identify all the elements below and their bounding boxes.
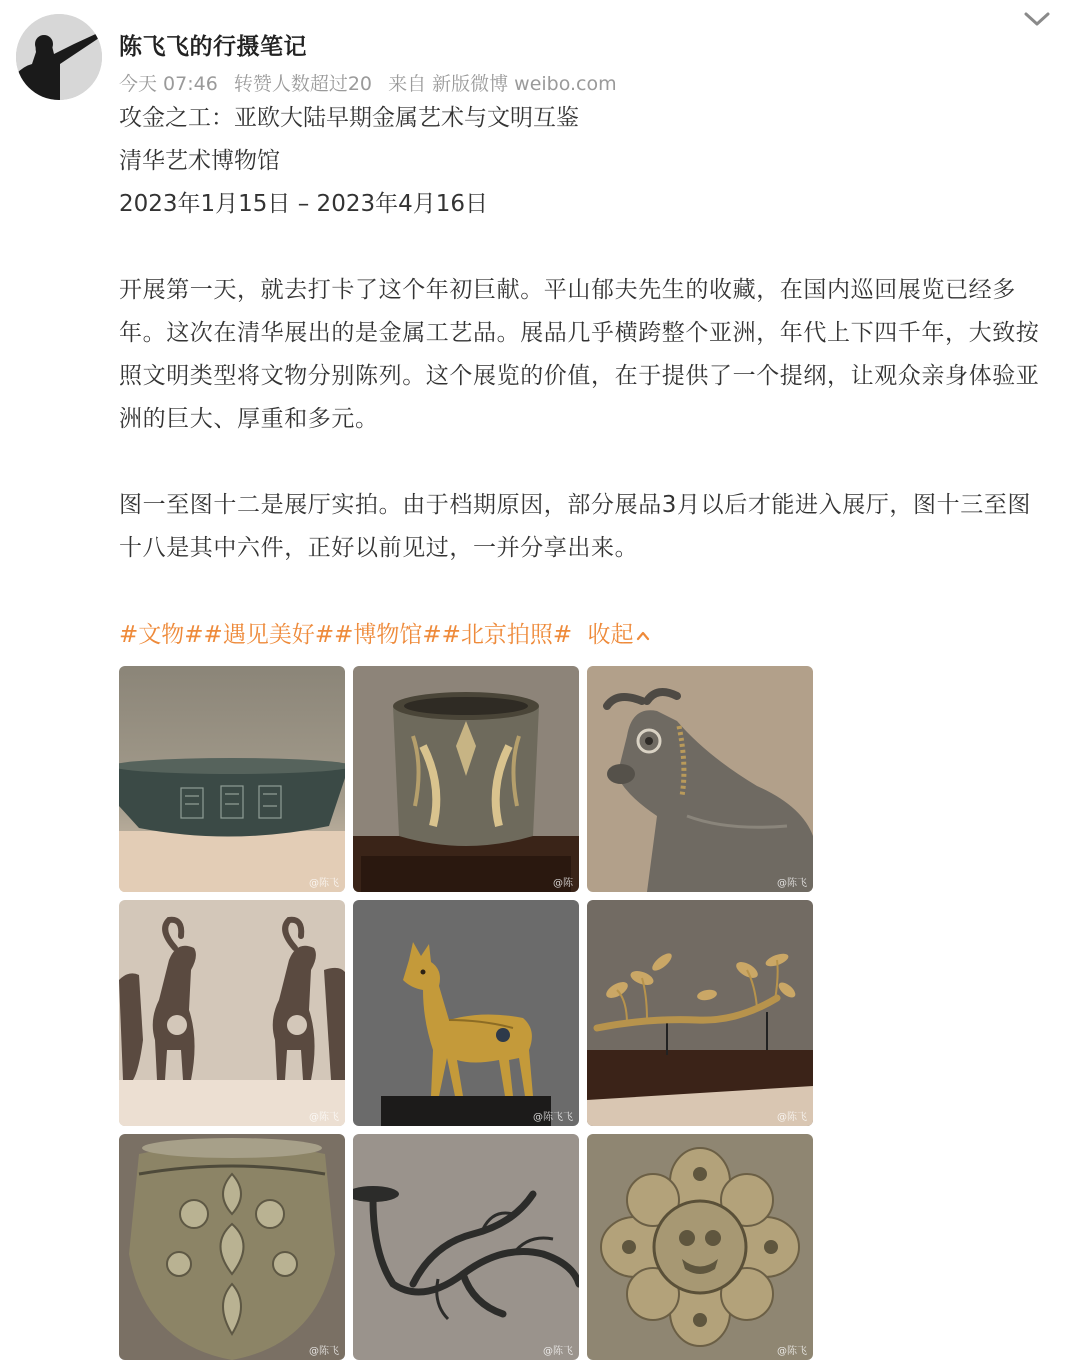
post-source[interactable]: 来自 新版微博 weibo.com [388,73,617,95]
post-paragraph-1: 开展第一天，就去打卡了这个年初巨献。平山郁夫先生的收藏，在国内巡回展览已经多年。这次在清华展出的是金属工艺品。展品几乎横跨整个亚洲，年代上下四千年，大致按照文明类型将文物分别陈列。这个展览的价值，在于提供了一个提纲，让观众亲身体验亚洲的巨大、厚重和多元。 [119,277,1040,432]
collapse-button[interactable] [588,622,650,648]
post-time: 今天 07:46 [119,73,218,95]
avatar[interactable] [16,14,102,100]
hashtag[interactable]: #博物馆# [334,622,442,648]
photo-watermark: @陈飞飞 [533,1112,573,1123]
hashtag[interactable]: #遇见美好# [203,622,335,648]
exhibition-dates: 2023年1月15日 – 2023年4月16日 [119,191,488,217]
hashtag-row [119,614,650,657]
photo-grid [119,666,813,1360]
author-name[interactable]: 陈飞飞的行摄笔记 [119,34,307,60]
photo-gold-branch[interactable] [587,900,813,1126]
photo-silver-bull[interactable] [587,666,813,892]
photo-gilded-plate[interactable] [587,1134,813,1360]
hashtag[interactable]: #文物# [119,622,204,648]
avatar-silhouette [16,14,102,100]
chevron-up-icon [636,630,650,642]
photo-watermark: @陈飞 [777,1346,807,1357]
repost-count: 转赞人数超过20 [233,73,373,95]
photo-watermark: @陈飞 [543,1346,573,1357]
photo-silver-cup[interactable] [353,666,579,892]
collapse-label: 收起 [587,622,634,648]
hashtag[interactable]: #北京拍照# [441,622,573,648]
photo-embossed-vessel[interactable] [119,1134,345,1360]
photo-ibex-figures[interactable] [119,900,345,1126]
exhibition-venue: 清华艺术博物馆 [119,148,280,174]
photo-bronze-basin[interactable] [119,666,345,892]
exhibition-title: 攻金之工：亚欧大陆早期金属艺术与文明互鉴 [119,105,579,131]
photo-watermark: @陈飞 [309,1346,339,1357]
post-paragraph-2: 图一至图十二是展厅实拍。由于档期原因，部分展品3月以后才能进入展厅，图十三至图十八是其中六件，正好以前见过，一并分享出来。 [119,492,1032,561]
chevron-down-icon[interactable] [1020,6,1054,32]
photo-watermark: @陈飞 [309,1112,339,1123]
post-meta [119,69,617,96]
photo-watermark: @陈飞 [777,878,807,889]
photo-openwork-lamp[interactable] [353,1134,579,1360]
photo-gold-deer[interactable] [353,900,579,1126]
photo-watermark: @陈飞 [777,1112,807,1123]
photo-watermark: @陈 [553,878,573,889]
photo-watermark: @陈飞 [309,878,339,889]
